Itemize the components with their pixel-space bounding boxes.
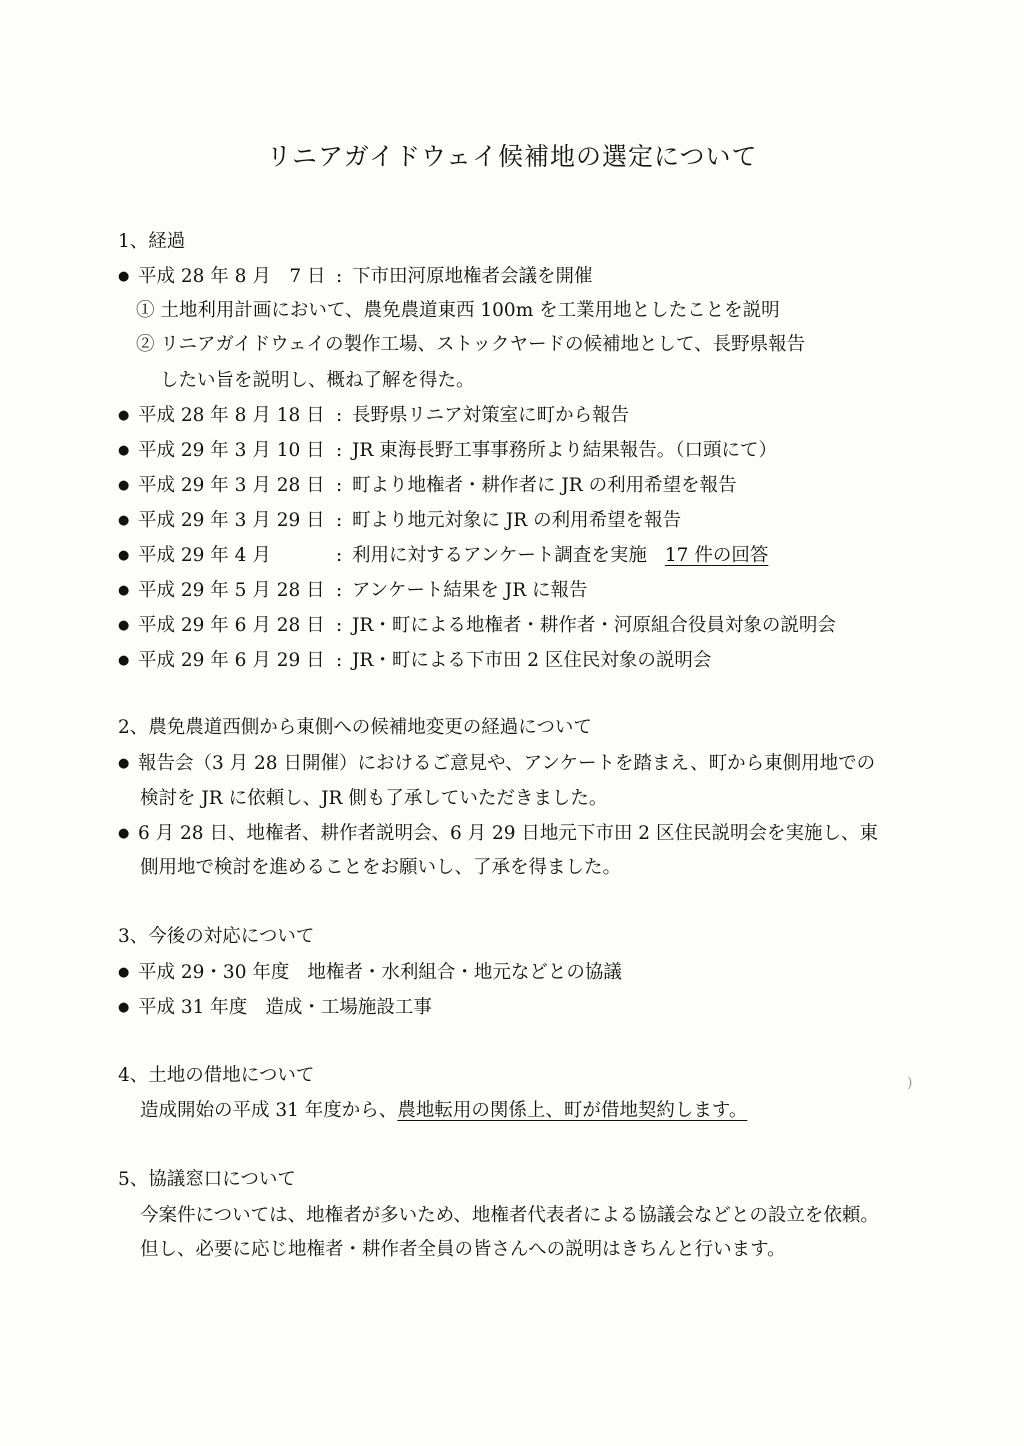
item-date: 平成 29 年 3 月 29 日 <box>138 510 325 531</box>
section-5-line-2: 但し、必要に応じ地権者・耕作者全員の皆さんへの説明はきちんと行います。 <box>140 1239 786 1260</box>
colon: : <box>336 580 343 601</box>
colon: : <box>336 475 343 496</box>
bullet-icon: ● <box>118 1000 130 1015</box>
list-item <box>118 439 777 463</box>
item-text-continuation: 側用地で検討を進めることをお願いし、了承を得ました。 <box>140 857 622 878</box>
section-1-heading: 1、経過 <box>118 231 186 252</box>
list-item <box>118 579 588 603</box>
sub-item-2: ② リニアガイドウェイの製作工場、ストックヤードの候補地として、長野県報告 <box>136 334 806 355</box>
bullet-icon: ● <box>118 583 130 598</box>
section-5-line-1: 今案件については、地権者が多いため、地権者代表者による協議会などとの設立を依頼。 <box>140 1205 879 1226</box>
item-text: 利用に対するアンケート調査を実施 <box>352 545 647 566</box>
item-text: JR・町による下市田 2 区住民対象の説明会 <box>352 650 712 671</box>
list-item <box>118 996 432 1020</box>
colon: : <box>336 510 343 531</box>
bullet-icon: ● <box>118 478 130 493</box>
colon: : <box>336 650 343 671</box>
underlined-text: 農地転用の関係上、町が借地契約します。 <box>397 1100 748 1121</box>
colon: : <box>336 405 343 426</box>
colon: : <box>336 440 343 461</box>
item-date: 平成 29 年 6 月 28 日 <box>138 615 325 636</box>
item-text: JR・町による地権者・耕作者・河原組合役員対象の説明会 <box>352 615 836 636</box>
item-text: JR 東海長野工事事務所より結果報告。（口頭にて） <box>352 440 777 461</box>
list-item <box>118 614 836 638</box>
item-text: 下市田河原地権者会議を開催 <box>352 266 593 287</box>
bullet-icon: ● <box>118 826 130 841</box>
item-year: 平成 31 年度 <box>138 997 248 1018</box>
list-item <box>118 509 681 533</box>
colon: : <box>336 615 343 636</box>
item-date: 平成 28 年 8 月 7 日 <box>138 266 326 287</box>
bullet-icon: ● <box>118 443 130 458</box>
section-4-text <box>140 1099 747 1123</box>
bullet-icon: ● <box>118 513 130 528</box>
list-item <box>118 822 878 846</box>
colon: : <box>336 545 343 566</box>
bullet-icon: ● <box>118 269 130 284</box>
sub-item-1: ① 土地利用計画において、農免農道東西 100m を工業用地としたことを説明 <box>136 300 780 321</box>
item-text: 地権者・水利組合・地元などとの協議 <box>307 962 622 983</box>
item-text-continuation: 検討を JR に依頼し、JR 側も了承していただきました。 <box>140 788 608 809</box>
list-item <box>118 474 737 498</box>
item-date: 平成 28 年 8 月 18 日 <box>138 405 325 426</box>
section-4-heading: 4、土地の借地について <box>118 1065 315 1086</box>
item-date: 平成 29 年 3 月 28 日 <box>138 475 325 496</box>
item-date: 平成 29 年 3 月 10 日 <box>138 440 325 461</box>
section-5-heading: 5、協議窓口について <box>118 1169 296 1190</box>
item-date: 平成 29 年 4 月 <box>138 545 271 566</box>
list-item <box>118 649 711 673</box>
item-date: 平成 29 年 6 月 29 日 <box>138 650 325 671</box>
list-item <box>118 265 593 289</box>
item-year: 平成 29・30 年度 <box>138 962 290 983</box>
bullet-icon: ● <box>118 965 130 980</box>
bullet-icon: ● <box>118 408 130 423</box>
item-date: 平成 29 年 5 月 28 日 <box>138 580 325 601</box>
item-text: 長野県リニア対策室に町から報告 <box>352 405 630 426</box>
bullet-icon: ● <box>118 618 130 633</box>
scan-mark: ) <box>907 1075 913 1091</box>
bullet-icon: ● <box>118 756 130 771</box>
section-3-heading: 3、今後の対応について <box>118 926 315 947</box>
bullet-icon: ● <box>118 653 130 668</box>
text-part: 造成開始の平成 31 年度から、 <box>140 1100 398 1121</box>
document-title: リニアガイドウェイ候補地の選定について <box>266 142 758 171</box>
item-text: 町より地元対象に JR の利用希望を報告 <box>352 510 682 531</box>
list-item <box>118 404 629 428</box>
list-item <box>118 544 768 568</box>
item-text: 造成・工場施設工事 <box>265 997 432 1018</box>
list-item <box>118 752 875 776</box>
bullet-icon: ● <box>118 548 130 563</box>
response-count: 17 件の回答 <box>664 545 769 566</box>
item-text: 町より地権者・耕作者に JR の利用希望を報告 <box>352 475 737 496</box>
item-text: アンケート結果を JR に報告 <box>352 580 588 601</box>
list-item <box>118 961 622 985</box>
colon: : <box>336 266 343 287</box>
section-2-heading: 2、農免農道西側から東側への候補地変更の経過について <box>118 717 592 738</box>
sub-item-2-continuation: したい旨を説明し、概ね了解を得た。 <box>160 370 475 391</box>
item-text: 6 月 28 日、地権者、耕作者説明会、6 月 29 日地元下市田 2 区住民説明会を実施し、東 <box>138 823 878 844</box>
item-text: 報告会（3 月 28 日開催）におけるご意見や、アンケートを踏まえ、町から東側用地での <box>138 753 876 774</box>
